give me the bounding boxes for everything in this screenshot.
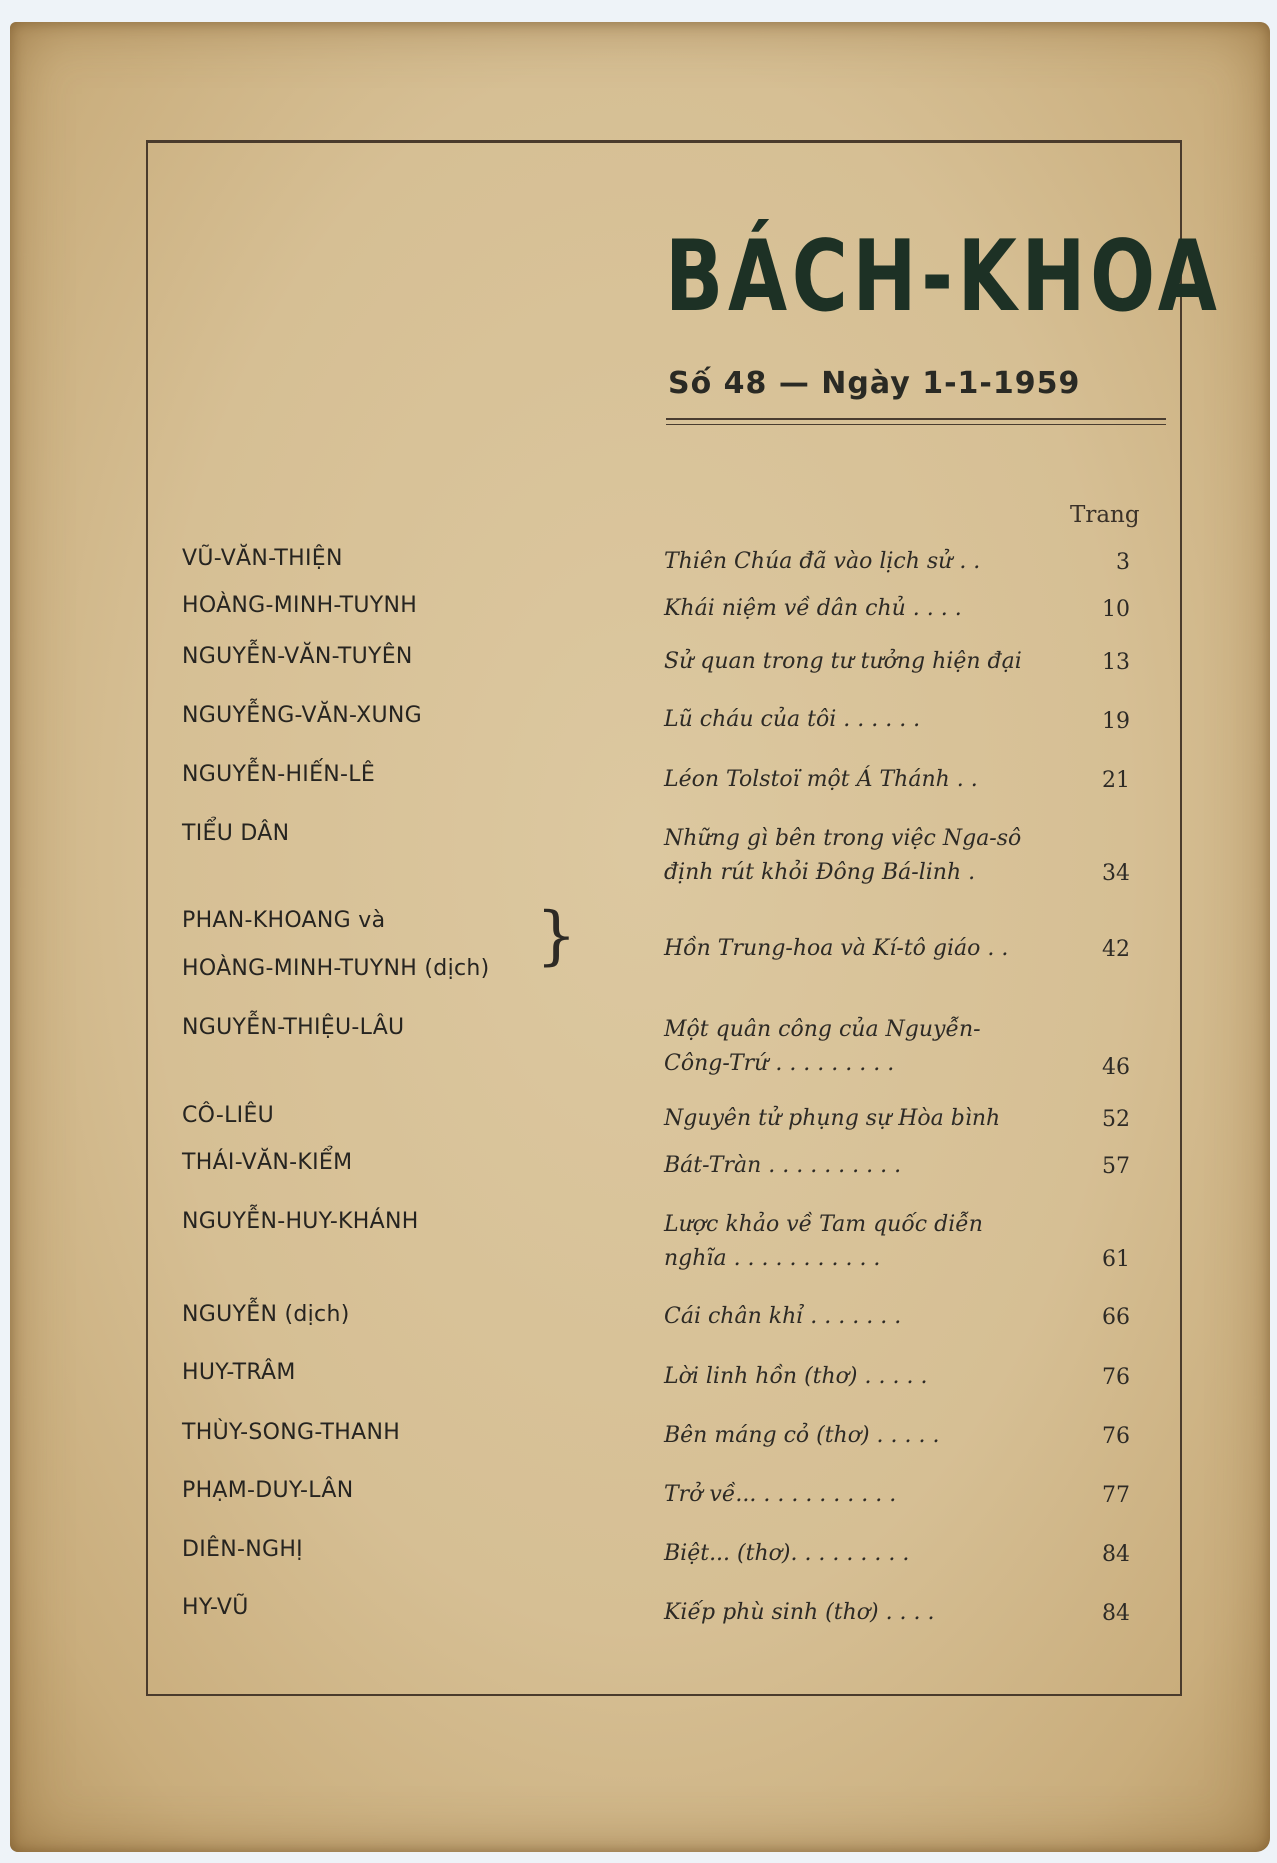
issue-line: Số 48 — Ngày 1-1-1959 (668, 366, 1081, 401)
title-rule-thin (666, 424, 1166, 425)
toc-title: Sử quan trong tư tưởng hiện đại (664, 649, 1022, 674)
toc-title: Công-Trứ . . . . . . . . . (664, 1051, 895, 1076)
toc-author: HUY-TRÂM (182, 1360, 296, 1385)
toc-title: Nguyên tử phụng sự Hòa bình (664, 1106, 1001, 1131)
toc-title: nghĩa . . . . . . . . . . . (664, 1246, 881, 1271)
toc-title: Hồn Trung-hoa và Kí-tô giáo . . (664, 936, 1009, 961)
toc-title: Trở về... . . . . . . . . . . (664, 1482, 897, 1507)
toc-title: Khái niệm về dân chủ . . . . (664, 596, 962, 621)
toc-page-number: 42 (1102, 937, 1130, 962)
toc-author: PHẠM-DUY-LÂN (182, 1478, 354, 1503)
brace-glyph: } (536, 899, 577, 973)
toc-author: NGUYỄN-HUY-KHÁNH (182, 1209, 419, 1234)
toc-title: định rút khỏi Đông Bá-linh . (664, 860, 976, 885)
toc-page-number: 34 (1102, 861, 1130, 886)
page-column-header: Trang (1070, 502, 1140, 528)
toc-page-number: 10 (1102, 597, 1130, 622)
toc-title: Lời linh hồn (thơ) . . . . . (664, 1364, 928, 1389)
magazine-title: BÁCH-KHOA (665, 220, 1222, 334)
toc-page-number: 21 (1102, 768, 1130, 793)
toc-title: Lược khảo về Tam quốc diễn (664, 1212, 983, 1237)
toc-title: Lũ cháu của tôi . . . . . . (664, 707, 921, 732)
toc-author: NGUYỄNG-VĂN-XUNG (182, 703, 422, 728)
toc-page-number: 84 (1102, 1542, 1130, 1567)
toc-page-number: 76 (1102, 1424, 1130, 1449)
toc-title: Bát-Tràn . . . . . . . . . . (664, 1153, 902, 1178)
toc-author: DIÊN-NGHỊ (182, 1537, 303, 1562)
toc-author: NGUYỄN (dịch) (182, 1302, 350, 1327)
toc-title: Những gì bên trong việc Nga-sô (664, 826, 1022, 851)
toc-author: CÔ-LIÊU (182, 1103, 275, 1128)
toc-author: THÙY-SONG-THANH (182, 1420, 401, 1445)
toc-page-number: 52 (1102, 1107, 1130, 1132)
toc-author: VŨ-VĂN-THIỆN (182, 546, 343, 571)
toc-author: NGUYỄN-HIẾN-LÊ (182, 762, 376, 787)
toc-page-number: 61 (1102, 1247, 1130, 1272)
toc-title: Cái chân khỉ . . . . . . . (664, 1304, 902, 1329)
toc-author: HOÀNG-MINH-TUYNH (182, 593, 418, 618)
toc-author: HY-VŨ (182, 1595, 249, 1620)
toc-title: Biệt... (thơ). . . . . . . . . (664, 1541, 910, 1566)
toc-author: NGUYỄN-VĂN-TUYÊN (182, 644, 413, 669)
toc-author: TIỂU DÂN (182, 821, 290, 846)
toc-title: Thiên Chúa đã vào lịch sử . . (664, 549, 981, 574)
toc-page-number: 84 (1102, 1601, 1130, 1626)
toc-page-number: 57 (1102, 1154, 1130, 1179)
toc-title: Một quân công của Nguyễn- (664, 1017, 981, 1042)
toc-author: HOÀNG-MINH-TUYNH (dịch) (182, 956, 490, 981)
toc-page-number: 77 (1102, 1483, 1130, 1508)
toc-page-number: 3 (1116, 550, 1130, 575)
toc-author: NGUYỄN-THIỆU-LÂU (182, 1015, 405, 1040)
toc-page-number: 46 (1102, 1055, 1130, 1080)
toc-title: Bên máng cỏ (thơ) . . . . . (664, 1423, 940, 1448)
toc-author: THÁI-VĂN-KIỂM (182, 1150, 353, 1175)
toc-author: PHAN-KHOANG và (182, 908, 386, 933)
toc-page-number: 66 (1102, 1305, 1130, 1330)
toc-page-number: 19 (1102, 709, 1130, 734)
toc-page-number: 13 (1102, 650, 1130, 675)
toc-page-number: 76 (1102, 1365, 1130, 1390)
toc-title: Léon Tolstoï một Á Thánh . . (664, 767, 978, 792)
toc-title: Kiếp phù sinh (thơ) . . . . (664, 1600, 935, 1625)
title-rule-thick (666, 418, 1166, 420)
